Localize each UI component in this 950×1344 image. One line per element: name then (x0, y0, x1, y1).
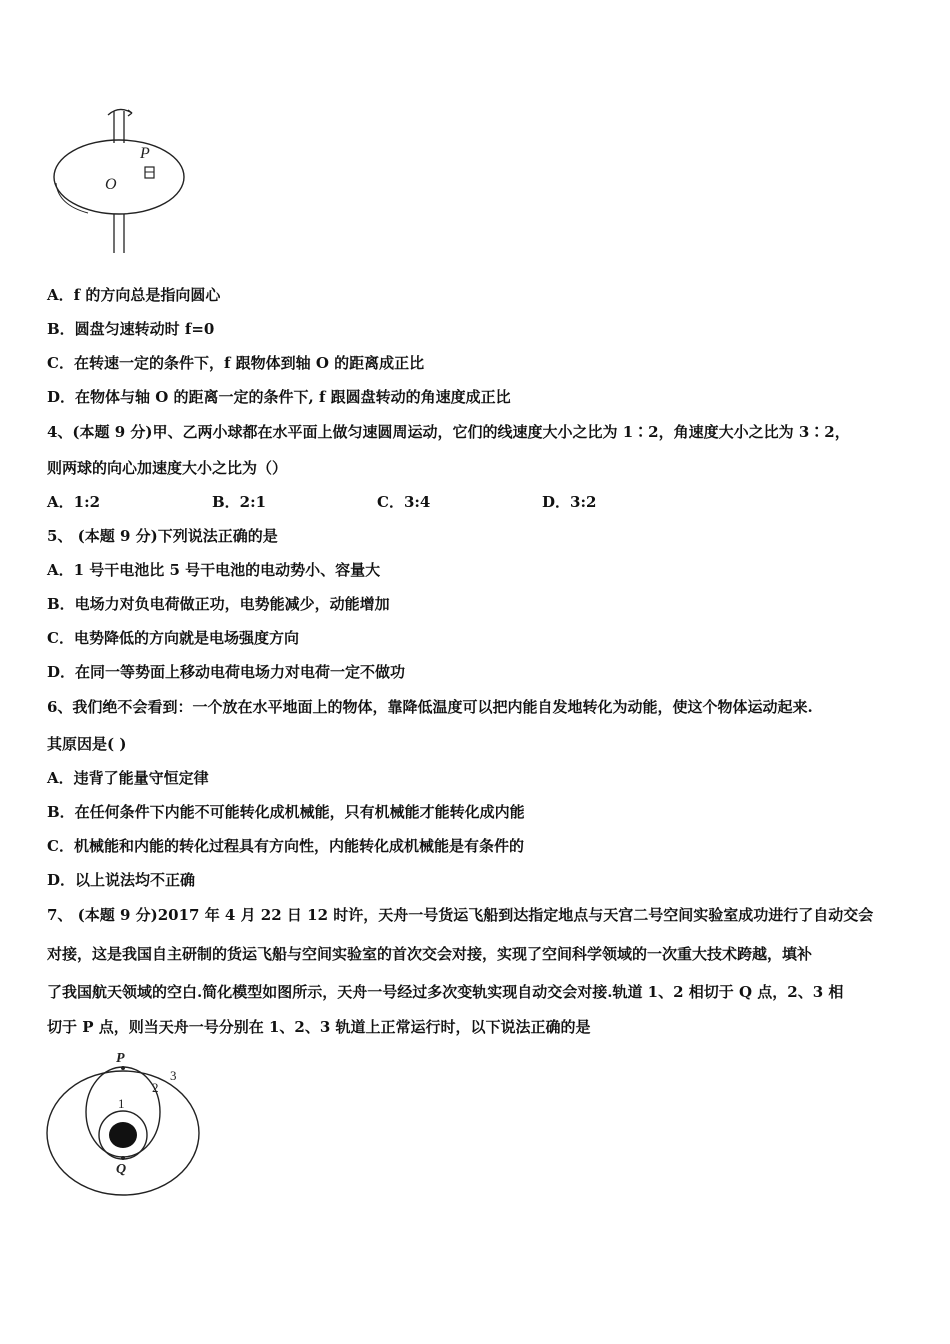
q5-option-c: C．电势降低的方向就是电场强度方向 (47, 629, 299, 647)
q3-option-a: A．f 的方向总是指向圆心 (47, 286, 221, 304)
q3-option-c: C．在转速一定的条件下，f 跟物体到轴 O 的距离成正比 (47, 354, 425, 372)
orbit-label-p: P (116, 1051, 125, 1066)
orbit-label-3: 3 (170, 1068, 177, 1083)
q5-option-a: A．1 号干电池比 5 号干电池的电动势小、容量大 (47, 561, 381, 579)
q4-option-a: A．1:2 (47, 493, 101, 511)
q5-option-b: B．电场力对负电荷做正功，电势能减少，动能增加 (47, 595, 390, 613)
figure-orbits (44, 1048, 214, 1198)
q7-stem-line1: 7、 (本题 9 分)2017 年 4 月 22 日 12 时许，天舟一号货运飞船到达指定地点与天宫二号空间实验室成功进行了自动交会 (47, 906, 874, 924)
orbit-diagram (44, 1048, 214, 1198)
q7-stem-line2: 对接，这是我国自主研制的货运飞船与空间实验室的首次交会对接，实现了空间科学领域的一次重大技术跨越，填补 (47, 945, 813, 963)
q3-option-d: D．在物体与轴 O 的距离一定的条件下, f 跟圆盘转动的角速度成正比 (47, 388, 511, 406)
q4-stem-line2: 则两球的向心加速度大小之比为（） (47, 459, 288, 477)
q6-option-c: C．机械能和内能的转化过程具有方向性，内能转化成机械能是有条件的 (47, 837, 524, 855)
q5-stem: 5、 (本题 9 分)下列说法正确的是 (47, 527, 278, 545)
q7-stem-line4: 切于 P 点，则当天舟一号分别在 1、2、3 轨道上正常运行时，以下说法正确的是 (47, 1018, 591, 1036)
rotating-disc-diagram (48, 105, 198, 255)
q7-stem-line3: 了我国航天领域的空白.简化模型如图所示，天舟一号经过多次变轨实现自动交会对接.轨道 1、2 相切于 Q 点，2、3 相 (47, 983, 844, 1001)
q4-option-b: B．2:1 (212, 493, 267, 511)
disc-label-o: O (105, 176, 117, 193)
q6-stem-line2: 其原因是( ) (47, 735, 127, 753)
q3-option-b: B．圆盘匀速转动时 f=0 (47, 320, 215, 338)
orbit-label-1: 1 (118, 1096, 125, 1111)
q6-option-b: B．在任何条件下内能不可能转化成机械能，只有机械能才能转化成内能 (47, 803, 525, 821)
orbit-label-2: 2 (152, 1080, 159, 1095)
q6-option-d: D．以上说法均不正确 (47, 871, 196, 889)
figure-rotating-disc (48, 105, 198, 255)
disc-label-p: P (140, 145, 150, 162)
q6-stem-line1: 6、我们绝不会看到：一个放在水平地面上的物体，靠降低温度可以把内能自发地转化为动能，使这个物体运动起来. (47, 698, 813, 716)
q4-stem-line1: 4、(本题 9 分)甲、乙两小球都在水平面上做匀速圆周运动，它们的线速度大小之比为 1∶2，角速度大小之比为 3∶2， (47, 423, 850, 441)
q4-option-c: C．3:4 (377, 493, 431, 511)
orbit-label-q: Q (116, 1162, 127, 1177)
q5-option-d: D．在同一等势面上移动电荷电场力对电荷一定不做功 (47, 663, 406, 681)
q4-option-d: D．3:2 (542, 493, 597, 511)
q6-option-a: A．违背了能量守恒定律 (47, 769, 209, 787)
